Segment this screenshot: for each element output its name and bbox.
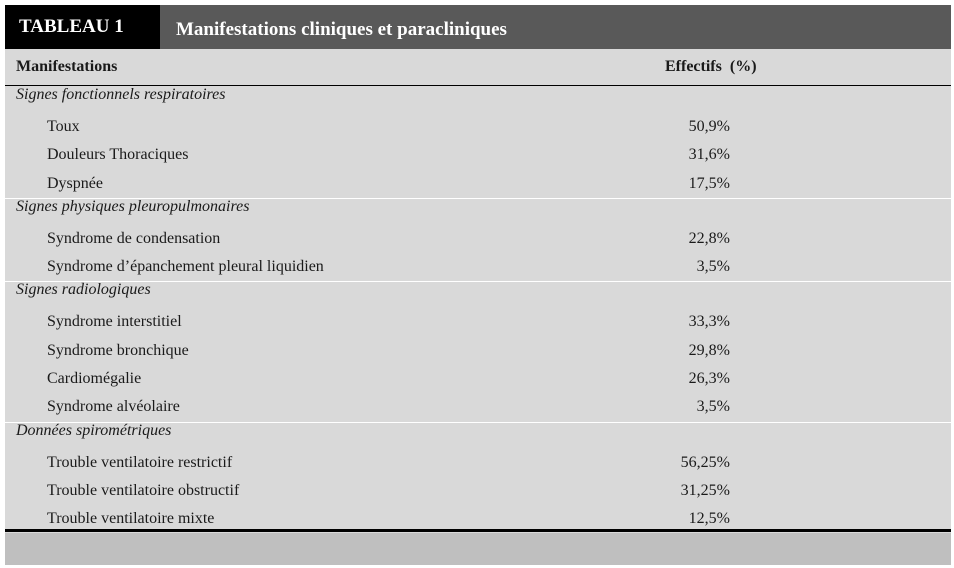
row-value: 31,25% [680,481,730,499]
table-row [5,113,951,141]
row-label: Trouble ventilatoire restrictif [47,453,233,471]
table-row [5,225,951,253]
table-row [5,449,951,477]
category-label: Signes physiques pleuropulmonaires [16,197,250,215]
category-row [5,281,951,308]
row-label: Syndrome alvéolaire [47,398,180,416]
category-row [5,198,951,225]
table-row [5,365,951,393]
table-bottom-rule [5,529,951,532]
category-label: Signes fonctionnels respiratoires [16,86,226,103]
row-value: 26,3% [688,370,730,388]
category-label: Signes radiologiques [16,281,151,299]
table-title: Manifestations cliniques et paracliniques [176,19,507,40]
category-label: Données spirométriques [16,421,172,439]
clinical-table [5,5,951,565]
category-row [5,87,951,113]
row-label: Syndrome interstitiel [47,313,182,331]
table-row [5,253,951,281]
table-row [5,170,951,198]
row-value: 31,6% [688,146,730,164]
table-body [5,87,951,534]
row-value: 12,5% [688,510,730,528]
row-label: Douleurs Thoraciques [47,146,189,164]
row-label: Dyspnée [47,174,103,192]
row-value: 3,5% [696,258,730,276]
row-label: Syndrome de condensation [47,229,221,247]
row-value: 33,3% [688,313,730,331]
table-row [5,337,951,365]
row-label: Syndrome bronchique [47,341,189,359]
table-header-row [5,49,951,86]
row-label: Trouble ventilatoire mixte [47,510,215,528]
row-label: Toux [47,118,80,135]
table-footer-bar [5,533,951,565]
row-value: 3,5% [696,398,730,416]
header-manifestations: Manifestations [16,58,118,75]
row-label: Syndrome d’épanchement pleural liquidien [47,258,324,276]
table-row [5,141,951,169]
table-row [5,393,951,421]
row-value: 17,5% [688,174,730,192]
table-title-bar [5,5,951,49]
header-effectifs: Effectifs (%) [665,58,757,75]
row-label: Cardiomégalie [47,370,142,388]
row-value: 29,8% [688,341,730,359]
row-value: 50,9% [688,118,730,135]
row-value: 22,8% [688,229,730,247]
table-number-label: TABLEAU 1 [5,5,160,49]
table-row [5,308,951,336]
category-row [5,422,951,449]
table-row [5,477,951,505]
row-label: Trouble ventilatoire obstructif [47,481,240,499]
row-value: 56,25% [680,453,730,471]
